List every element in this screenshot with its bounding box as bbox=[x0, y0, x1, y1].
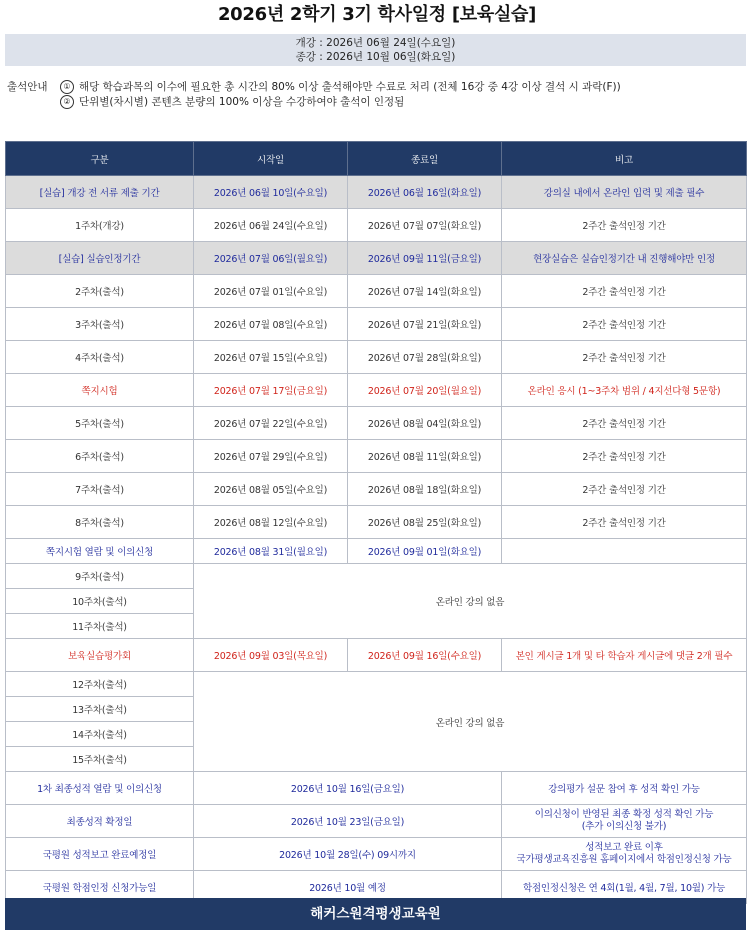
row-category: 9주차(출석) bbox=[6, 564, 194, 589]
row-end: 2026년 08월 18일(화요일) bbox=[348, 473, 502, 506]
row-date: 2026년 10월 23일(금요일) bbox=[194, 805, 502, 838]
term-start-date: 개강 : 2026년 06월 24일(수요일) bbox=[295, 37, 456, 49]
row-category: 11주차(출석) bbox=[6, 614, 194, 639]
table-row bbox=[6, 805, 747, 838]
table-row bbox=[6, 672, 747, 697]
row-end: 2026년 09월 01일(화요일) bbox=[348, 539, 502, 564]
row-category: 1주차(개강) bbox=[6, 209, 194, 242]
row-category: 2주차(출석) bbox=[6, 275, 194, 308]
table-row bbox=[6, 308, 747, 341]
table-row bbox=[6, 275, 747, 308]
table-row bbox=[6, 639, 747, 672]
row-start: 2026년 06월 10일(수요일) bbox=[194, 176, 348, 209]
notice-item-1 bbox=[60, 80, 621, 95]
row-remark bbox=[502, 539, 747, 564]
header-end-date: 종료일 bbox=[348, 142, 502, 176]
row-end: 2026년 07월 20일(월요일) bbox=[348, 374, 502, 407]
row-category: 쪽지시험 bbox=[6, 374, 194, 407]
row-remark-line-1: 성적보고 완료 이후 bbox=[585, 842, 663, 853]
row-category: 15주차(출석) bbox=[6, 747, 194, 772]
row-start: 2026년 07월 17일(금요일) bbox=[194, 374, 348, 407]
row-end: 2026년 06월 16일(화요일) bbox=[348, 176, 502, 209]
row-start: 2026년 07월 15일(수요일) bbox=[194, 341, 348, 374]
notice-item-2-text: 단위별(차시별) 콘텐츠 분량의 100% 이상을 수강하여야 출석이 인정됨 bbox=[79, 96, 405, 108]
row-category: 쪽지시험 열람 및 이의신청 bbox=[6, 539, 194, 564]
row-remark-line-2: 국가평생교육진흥원 홈페이지에서 학점인정신청 가능 bbox=[516, 854, 732, 865]
row-end: 2026년 08월 25일(화요일) bbox=[348, 506, 502, 539]
table-row bbox=[6, 772, 747, 805]
term-dates-bar bbox=[5, 34, 746, 66]
row-start: 2026년 07월 08일(수요일) bbox=[194, 308, 348, 341]
row-remark: 2주간 출석인정 기간 bbox=[502, 473, 747, 506]
row-date: 2026년 10월 16일(금요일) bbox=[194, 772, 502, 805]
row-remark-line-1: 이의신청이 반영된 최종 확정 성적 확인 가능 bbox=[534, 809, 714, 820]
row-category: 8주차(출석) bbox=[6, 506, 194, 539]
row-start: 2026년 08월 31일(월요일) bbox=[194, 539, 348, 564]
row-category: 최종성적 확정일 bbox=[6, 805, 194, 838]
row-category: 10주차(출석) bbox=[6, 589, 194, 614]
table-header-row bbox=[6, 142, 747, 176]
row-category: 3주차(출석) bbox=[6, 308, 194, 341]
table-row bbox=[6, 506, 747, 539]
row-end: 2026년 08월 04일(화요일) bbox=[348, 407, 502, 440]
row-end: 2026년 09월 11일(금요일) bbox=[348, 242, 502, 275]
row-category: 국평원 성적보고 완료예정일 bbox=[6, 838, 194, 871]
row-start: 2026년 06월 24일(수요일) bbox=[194, 209, 348, 242]
circled-number-2: ② bbox=[60, 95, 74, 109]
row-category: 1차 최종성적 열람 및 이의신청 bbox=[6, 772, 194, 805]
table-row bbox=[6, 341, 747, 374]
row-date: 2026년 10월 예정 bbox=[194, 871, 502, 904]
row-start: 2026년 08월 12일(수요일) bbox=[194, 506, 348, 539]
row-category: 13주차(출석) bbox=[6, 697, 194, 722]
row-remark: 2주간 출석인정 기간 bbox=[502, 506, 747, 539]
row-start: 2026년 07월 06일(월요일) bbox=[194, 242, 348, 275]
row-category: [실습] 실습인정기간 bbox=[6, 242, 194, 275]
row-end: 2026년 07월 21일(화요일) bbox=[348, 308, 502, 341]
header-remarks: 비고 bbox=[502, 142, 747, 176]
footer-institution-name: 해커스원격평생교육원 bbox=[5, 898, 746, 930]
header-start-date: 시작일 bbox=[194, 142, 348, 176]
row-end: 2026년 07월 07일(화요일) bbox=[348, 209, 502, 242]
row-remark: 강의실 내에서 온라인 입력 및 제출 필수 bbox=[502, 176, 747, 209]
table-row bbox=[6, 564, 747, 589]
row-remark: 온라인 응시 (1~3주차 범위 / 4지선다형 5문항) bbox=[502, 374, 747, 407]
table-row bbox=[6, 209, 747, 242]
row-end: 2026년 07월 28일(화요일) bbox=[348, 341, 502, 374]
term-end-date: 종강 : 2026년 10월 06일(화요일) bbox=[295, 51, 456, 63]
row-category: 4주차(출석) bbox=[6, 341, 194, 374]
row-remark: 2주간 출석인정 기간 bbox=[502, 275, 747, 308]
row-category: 7주차(출석) bbox=[6, 473, 194, 506]
circled-number-1: ① bbox=[60, 80, 74, 94]
row-end: 2026년 09월 16일(수요일) bbox=[348, 639, 502, 672]
row-category: 국평원 학점인정 신청가능일 bbox=[6, 871, 194, 904]
row-remark: 2주간 출석인정 기간 bbox=[502, 308, 747, 341]
row-start: 2026년 07월 22일(수요일) bbox=[194, 407, 348, 440]
row-category: 5주차(출석) bbox=[6, 407, 194, 440]
row-remark: 2주간 출석인정 기간 bbox=[502, 209, 747, 242]
table-row bbox=[6, 242, 747, 275]
schedule-table bbox=[5, 141, 747, 904]
row-remark-line-2: (추가 이의신청 불가) bbox=[581, 821, 667, 832]
row-remark bbox=[502, 838, 747, 871]
row-category: 14주차(출석) bbox=[6, 722, 194, 747]
row-category: 보육실습평가회 bbox=[6, 639, 194, 672]
no-lecture-cell: 온라인 강의 없음 bbox=[194, 564, 747, 639]
table-row bbox=[6, 539, 747, 564]
row-category: [실습] 개강 전 서류 제출 기간 bbox=[6, 176, 194, 209]
row-remark bbox=[502, 805, 747, 838]
page-title: 2026년 2학기 3기 학사일정 [보육실습] bbox=[217, 4, 537, 25]
row-date: 2026년 10월 28일(수) 09시까지 bbox=[194, 838, 502, 871]
table-row bbox=[6, 473, 747, 506]
notice-item-1-text: 해당 학습과목의 이수에 필요한 총 시간의 80% 이상 출석해야만 수료로 처리 (전체 16강 중 4강 이상 결석 시 과락(F)) bbox=[79, 81, 621, 93]
table-row bbox=[6, 407, 747, 440]
row-end: 2026년 08월 11일(화요일) bbox=[348, 440, 502, 473]
table-row bbox=[6, 440, 747, 473]
table-row bbox=[6, 374, 747, 407]
row-start: 2026년 08월 05일(수요일) bbox=[194, 473, 348, 506]
row-remark: 강의평가 설문 참여 후 성적 확인 가능 bbox=[502, 772, 747, 805]
row-remark: 학점인정신청은 연 4회(1월, 4월, 7월, 10월) 가능 bbox=[502, 871, 747, 904]
row-start: 2026년 07월 01일(수요일) bbox=[194, 275, 348, 308]
row-remark: 2주간 출석인정 기간 bbox=[502, 440, 747, 473]
row-remark: 2주간 출석인정 기간 bbox=[502, 341, 747, 374]
row-start: 2026년 07월 29일(수요일) bbox=[194, 440, 348, 473]
no-lecture-cell: 온라인 강의 없음 bbox=[194, 672, 747, 772]
row-remark: 현장실습은 실습인정기간 내 진행해야만 인정 bbox=[502, 242, 747, 275]
table-row bbox=[6, 176, 747, 209]
notice-item-2 bbox=[60, 95, 404, 110]
table-row bbox=[6, 838, 747, 871]
row-end: 2026년 07월 14일(화요일) bbox=[348, 275, 502, 308]
row-remark: 2주간 출석인정 기간 bbox=[502, 407, 747, 440]
row-category: 12주차(출석) bbox=[6, 672, 194, 697]
row-category: 6주차(출석) bbox=[6, 440, 194, 473]
row-start: 2026년 09월 03일(목요일) bbox=[194, 639, 348, 672]
row-remark: 본인 게시글 1개 및 타 학습자 게시글에 댓글 2개 필수 bbox=[502, 639, 747, 672]
notice-label: 출석안내 bbox=[7, 81, 48, 93]
header-category: 구분 bbox=[6, 142, 194, 176]
